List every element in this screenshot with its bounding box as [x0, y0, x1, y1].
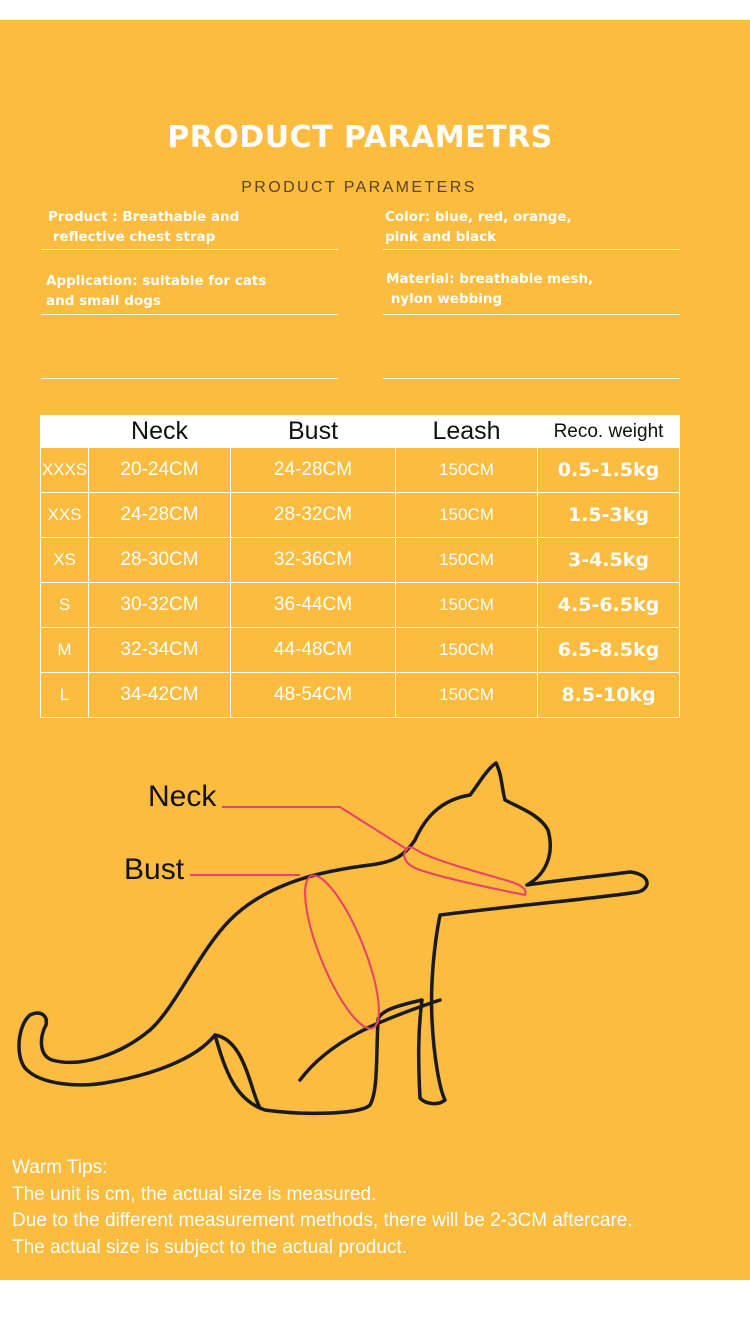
neck-cell: 32-34CM: [89, 628, 231, 673]
weight-cell: 4.5-6.5kg: [538, 583, 680, 628]
leash-cell: 150CM: [396, 628, 538, 673]
header-bust: Bust: [231, 416, 396, 448]
weight-cell: 0.5-1.5kg: [538, 448, 680, 493]
param-product: Product : Breathable and reflective chest strap: [48, 209, 240, 245]
divider: [41, 249, 338, 250]
weight-cell: 8.5-10kg: [538, 673, 680, 718]
weight-cell: 6.5-8.5kg: [538, 628, 680, 673]
neck-cell: 20-24CM: [89, 448, 231, 493]
size-cell: S: [41, 583, 89, 628]
size-cell: XXXS: [41, 448, 89, 493]
bust-cell: 28-32CM: [231, 493, 396, 538]
size-cell: XS: [41, 538, 89, 583]
tips-line: Due to the different measurement methods, there will be 2-3CM aftercare.: [12, 1210, 633, 1231]
page-title: PRODUCT PARAMETRS: [167, 120, 553, 155]
header-leash: Leash: [396, 416, 538, 448]
header-neck: Neck: [89, 416, 231, 448]
page-subtitle: PRODUCT PARAMETERS: [241, 179, 477, 196]
table-row: [41, 493, 680, 538]
leash-cell: 150CM: [396, 448, 538, 493]
tips-line: The unit is cm, the actual size is measured.: [12, 1183, 377, 1205]
bust-cell: 32-36CM: [231, 538, 396, 583]
leash-cell: 150CM: [396, 673, 538, 718]
tips-line: The actual size is subject to the actual product.: [12, 1236, 407, 1258]
divider: [383, 249, 680, 250]
param-material: Material: breathable mesh, nylon webbing: [386, 271, 594, 307]
size-cell: XXS: [41, 493, 89, 538]
neck-label: Neck: [148, 780, 217, 813]
cat-measurement-diagram: [0, 740, 750, 1120]
bust-measure-loop: [291, 868, 393, 1037]
bust-cell: 36-44CM: [231, 583, 396, 628]
header-size: [41, 416, 89, 448]
table-row: [41, 448, 680, 493]
neck-pointer-line: [340, 807, 408, 850]
warm-tips: [12, 1155, 633, 1261]
weight-cell: 3-4.5kg: [538, 538, 680, 583]
param-application: Application: suitable for cats and small dogs: [46, 273, 267, 309]
bust-cell: 48-54CM: [231, 673, 396, 718]
neck-cell: 30-32CM: [89, 583, 231, 628]
bust-cell: 44-48CM: [231, 628, 396, 673]
divider: [383, 378, 680, 379]
divider: [41, 314, 338, 315]
table-row: [41, 538, 680, 583]
neck-cell: 24-28CM: [89, 493, 231, 538]
leash-cell: 150CM: [396, 493, 538, 538]
neck-cell: 28-30CM: [89, 538, 231, 583]
neck-measure-loop: [404, 847, 525, 895]
size-cell: L: [41, 673, 89, 718]
size-cell: M: [41, 628, 89, 673]
leash-cell: 150CM: [396, 583, 538, 628]
param-color: Color: blue, red, orange, pink and black: [385, 209, 572, 245]
weight-cell: 1.5-3kg: [538, 493, 680, 538]
divider: [41, 378, 338, 379]
size-table: [40, 415, 680, 718]
cat-hind-leg: [215, 1035, 260, 1108]
neck-cell: 34-42CM: [89, 673, 231, 718]
table-row: [41, 673, 680, 718]
bust-label: Bust: [124, 853, 185, 886]
size-table-header: [41, 416, 680, 448]
header-reco-weight: Reco. weight: [538, 416, 680, 448]
tips-heading: Warm Tips:: [12, 1157, 108, 1178]
bust-cell: 24-28CM: [231, 448, 396, 493]
divider: [383, 314, 680, 315]
table-row: [41, 583, 680, 628]
cat-silhouette-outline: [19, 763, 647, 1113]
leash-cell: 150CM: [396, 538, 538, 583]
table-row: [41, 628, 680, 673]
